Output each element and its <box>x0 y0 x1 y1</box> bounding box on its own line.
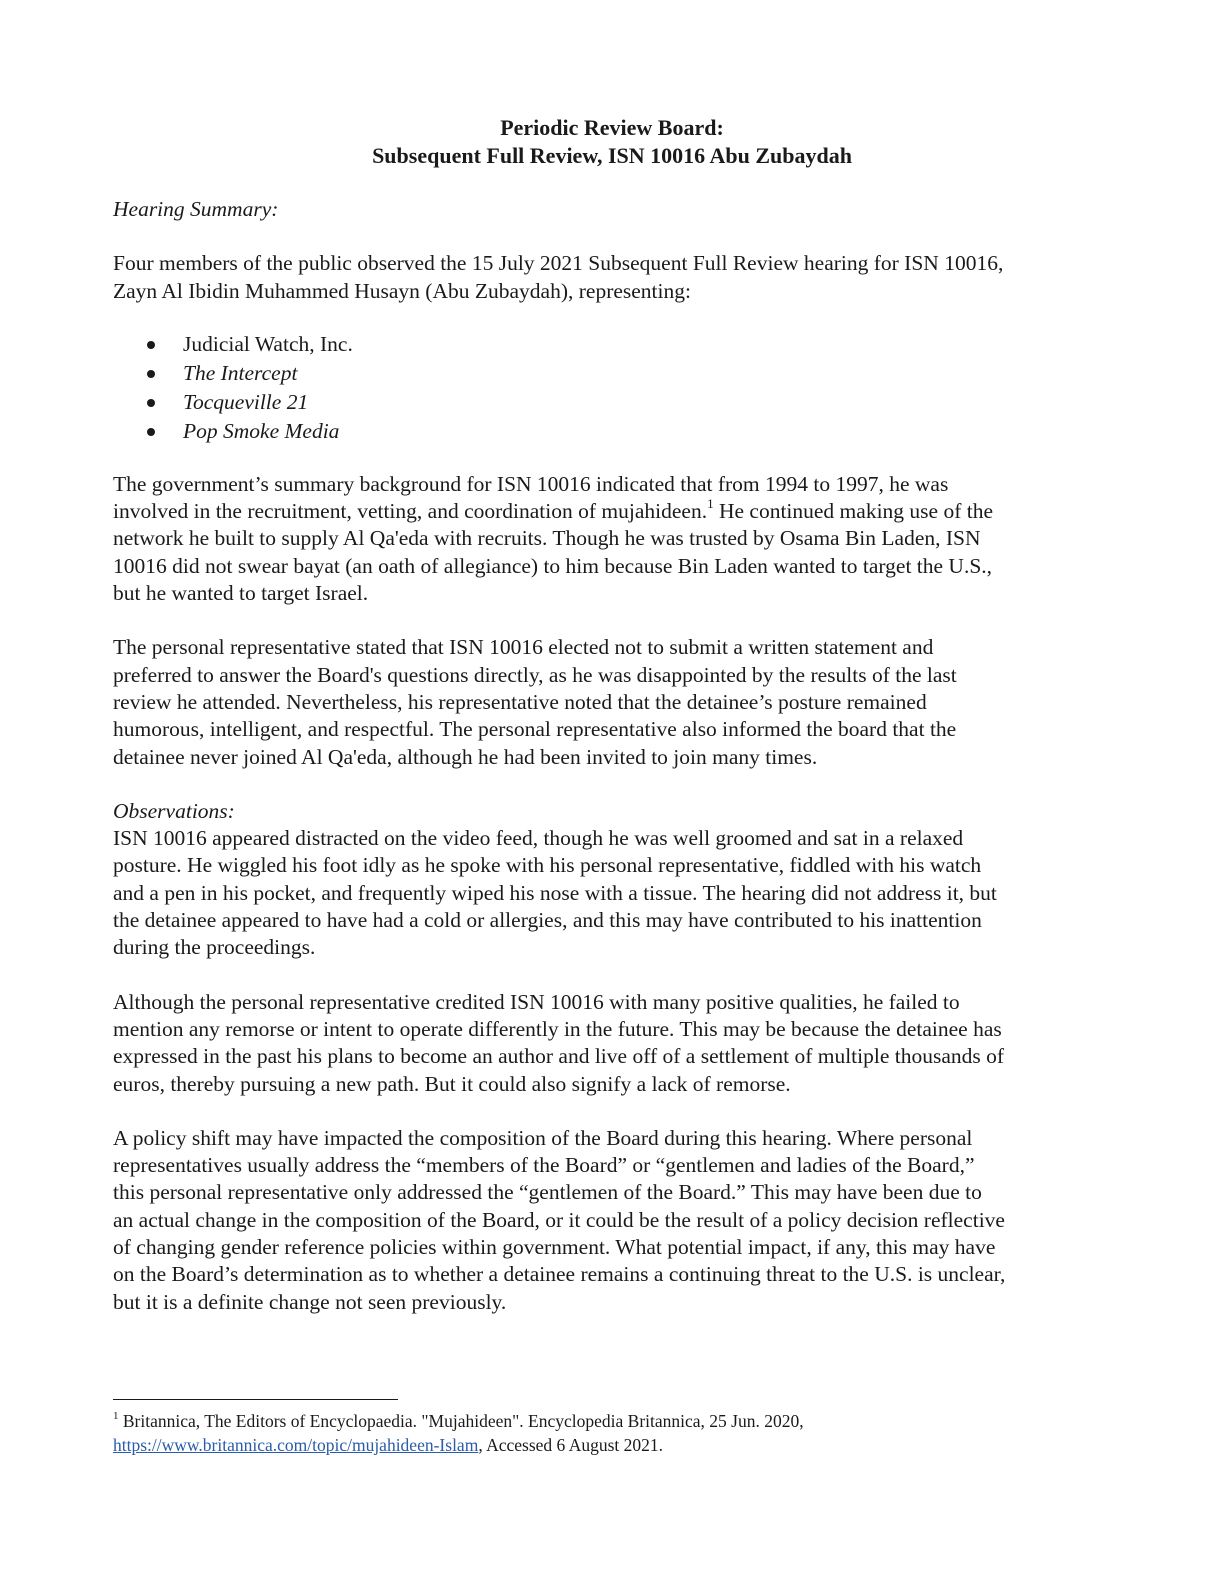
paragraph-line: A policy shift may have impacted the composition of the Board during this hearing. Where personal <box>113 1125 973 1150</box>
footnote-line <box>113 1433 1113 1457</box>
list-item <box>113 359 1113 388</box>
bullet-icon <box>147 370 155 378</box>
britannica-link[interactable]: https://www.britannica.com/topic/mujahideen-Islam <box>113 1435 479 1455</box>
footnote <box>113 1409 1113 1457</box>
footnote-accessed: , Accessed 6 August 2021. <box>478 1435 664 1455</box>
observer-list <box>113 330 1113 446</box>
footnote-line <box>113 1409 1113 1433</box>
paragraph-line: representatives usually address the “members of the Board” or “gentlemen and ladies of the Board,” <box>113 1153 975 1178</box>
paragraph-line: mention any remorse or intent to operate differently in the future. This may be because the detainee has <box>113 1016 1002 1041</box>
footnote-reference[interactable]: 1 <box>707 496 714 512</box>
document-body <box>113 196 1113 1316</box>
paragraph-line: 10016 did not swear bayat (an oath of allegiance) to him because Bin Laden wanted to target the U.S., <box>113 553 993 578</box>
paragraph-line: The government’s summary background for ISN 10016 indicated that from 1994 to 1997, he was <box>113 471 949 496</box>
footnote-divider <box>113 1399 398 1400</box>
hearing-summary-heading: Hearing Summary: <box>113 197 279 221</box>
paragraph-line <box>113 498 1113 525</box>
paragraph-line: but he wanted to target Israel. <box>113 581 369 606</box>
policy-paragraph <box>113 1125 1113 1316</box>
footnote-number: 1 <box>113 1410 119 1423</box>
paragraph-text: He continued making use of the <box>713 499 994 524</box>
title-line-2: Subsequent Full Review, ISN 10016 Abu Zubaydah <box>372 142 852 168</box>
paragraph-text: involved in the recruitment, vetting, and coordination of mujahideen. <box>113 499 708 524</box>
page-title <box>0 114 1224 169</box>
paragraph-line: humorous, intelligent, and respectful. The personal representative also informed the board that the <box>113 717 957 742</box>
bullet-icon <box>147 341 155 349</box>
observer-name: Judicial Watch, Inc. <box>183 331 353 356</box>
paragraph-line: euros, thereby pursuing a new path. But it could also signify a lack of remorse. <box>113 1071 791 1096</box>
list-item <box>113 417 1113 446</box>
observations-paragraph <box>113 825 1113 961</box>
paragraph-line: preferred to answer the Board's questions directly, as he was disappointed by the results of the last <box>113 662 957 687</box>
paragraph-line: network he built to supply Al Qa'eda with recruits. Though he was trusted by Osama Bin Laden, ISN <box>113 526 981 551</box>
observer-name: Tocqueville 21 <box>183 389 309 414</box>
observer-name: The Intercept <box>183 360 298 385</box>
intro-line: Zayn Al Ibidin Muhammed Husayn (Abu Zubaydah), representing: <box>113 278 691 303</box>
paragraph-line: Although the personal representative credited ISN 10016 with many positive qualities, he failed to <box>113 989 960 1014</box>
bullet-icon <box>147 399 155 407</box>
background-paragraph <box>113 471 1113 607</box>
list-item <box>113 388 1113 417</box>
remorse-paragraph <box>113 989 1113 1098</box>
paragraph-line: but it is a definite change not seen previously. <box>113 1289 507 1314</box>
paragraph-line: and a pen in his pocket, and frequently wiped his nose with a tissue. The hearing did not address it, but <box>113 880 997 905</box>
footnote-citation: Britannica, The Editors of Encyclopaedia. "Mujahideen". Encyclopedia Britannica, 25 Jun. 2020, <box>118 1411 804 1431</box>
paragraph-line: The personal representative stated that ISN 10016 elected not to submit a written statement and <box>113 635 934 660</box>
observer-name: Pop Smoke Media <box>183 418 340 443</box>
intro-paragraph <box>113 250 1113 305</box>
representative-paragraph <box>113 634 1113 770</box>
intro-line: Four members of the public observed the 15 July 2021 Subsequent Full Review hearing for ISN 10016, <box>113 251 1004 276</box>
paragraph-line: expressed in the past his plans to become an author and live off of a settlement of multiple thousands of <box>113 1044 1005 1069</box>
list-item <box>113 330 1113 359</box>
observations-heading: Observations: <box>113 798 235 823</box>
paragraph-line: ISN 10016 appeared distracted on the video feed, though he was well groomed and sat in a relaxed <box>113 826 964 851</box>
paragraph-line: of changing gender reference policies within government. What potential impact, if any, this may have <box>113 1235 996 1260</box>
paragraph-line: the detainee appeared to have had a cold or allergies, and this may have contributed to his inattention <box>113 908 982 933</box>
paragraph-line: during the proceedings. <box>113 935 316 960</box>
paragraph-line: detainee never joined Al Qa'eda, although he had been invited to join many times. <box>113 744 818 769</box>
paragraph-line: on the Board’s determination as to whether a detainee remains a continuing threat to the U.S. is unclear, <box>113 1262 1006 1287</box>
paragraph-line: posture. He wiggled his foot idly as he spoke with his personal representative, fiddled with his watch <box>113 853 982 878</box>
paragraph-line: an actual change in the composition of the Board, or it could be the result of a policy decision reflective <box>113 1207 1005 1232</box>
title-line-1: Periodic Review Board: <box>500 115 724 140</box>
paragraph-line: review he attended. Nevertheless, his representative noted that the detainee’s posture remained <box>113 689 927 714</box>
bullet-icon <box>147 428 155 436</box>
paragraph-line: this personal representative only addressed the “gentlemen of the Board.” This may have been due to <box>113 1180 982 1205</box>
